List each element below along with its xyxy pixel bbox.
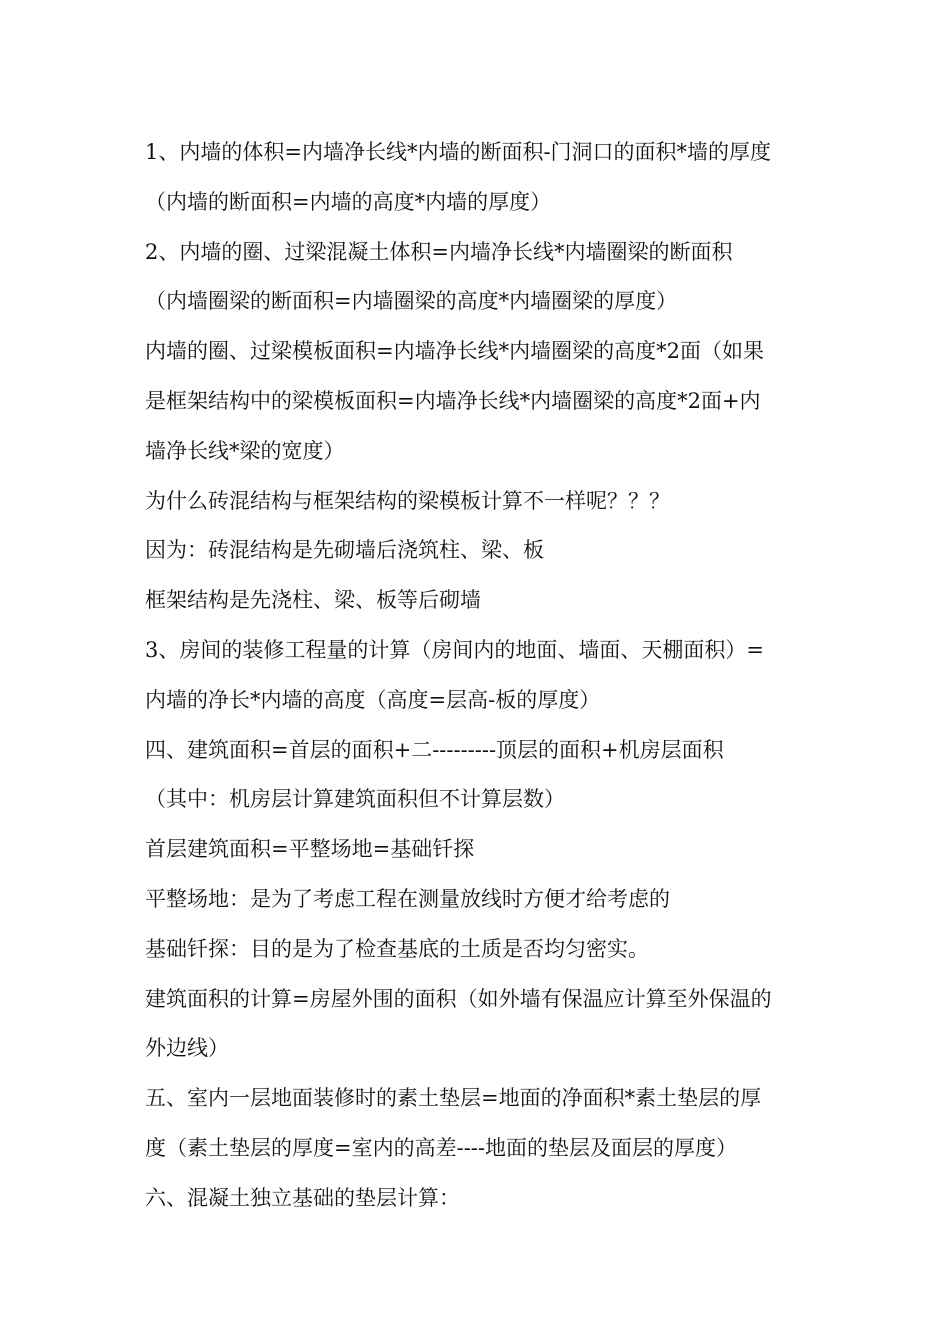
text-line-12: 内墙的净长*内墙的高度（高度=层高-板的厚度） (145, 687, 601, 712)
text-line-13: 四、建筑面积=首层的面积+二---------顶层的面积+机房层面积 (145, 737, 724, 762)
text-line-18: 建筑面积的计算=房屋外围的面积（如外墙有保温应计算至外保温的 (145, 986, 772, 1011)
text-line-17: 基础钎探：目的是为了检查基底的土质是否均匀密实。 (145, 936, 649, 961)
text-line-3: 2、内墙的圈、过梁混凝土体积=内墙净长线*内墙圈梁的断面积 (145, 239, 733, 264)
text-line-14: （其中：机房层计算建筑面积但不计算层数） (145, 787, 565, 812)
text-line-11: 3、房间的装修工程量的计算（房间内的地面、墙面、天棚面积）= (145, 637, 764, 662)
text-line-2: （内墙的断面积=内墙的高度*内墙的厚度） (145, 189, 552, 214)
text-line-9: 因为：砖混结构是先砌墙后浇筑柱、梁、板 (145, 538, 544, 563)
text-line-5: 内墙的圈、过梁模板面积=内墙净长线*内墙圈梁的高度*2面（如果 (145, 339, 764, 364)
text-line-15: 首层建筑面积=平整场地=基础钎探 (145, 837, 475, 862)
text-line-21: 度（素土垫层的厚度=室内的高差----地面的垫层及面层的厚度） (145, 1135, 737, 1160)
text-line-10: 框架结构是先浇柱、梁、板等后砌墙 (145, 588, 481, 613)
text-line-20: 五、室内一层地面装修时的素土垫层=地面的净面积*素土垫层的厚 (145, 1086, 762, 1111)
text-line-1: 1、内墙的体积=内墙净长线*内墙的断面积-门洞口的面积*墙的厚度 (145, 140, 772, 164)
text-line-4: （内墙圈梁的断面积=内墙圈梁的高度*内墙圈梁的厚度） (145, 289, 678, 314)
text-line-16: 平整场地：是为了考虑工程在测量放线时方便才给考虑的 (145, 886, 670, 911)
text-line-7: 墙净长线*梁的宽度） (145, 438, 345, 463)
text-line-22: 六、混凝土独立基础的垫层计算： (145, 1185, 460, 1210)
text-line-6: 是框架结构中的梁模板面积=内墙净长线*内墙圈梁的高度*2面+内 (145, 388, 761, 413)
text-line-8: 为什么砖混结构与框架结构的梁模板计算不一样呢？？？ (145, 488, 670, 513)
document-body (145, 128, 815, 1224)
text-line-19: 外边线） (145, 1036, 229, 1061)
